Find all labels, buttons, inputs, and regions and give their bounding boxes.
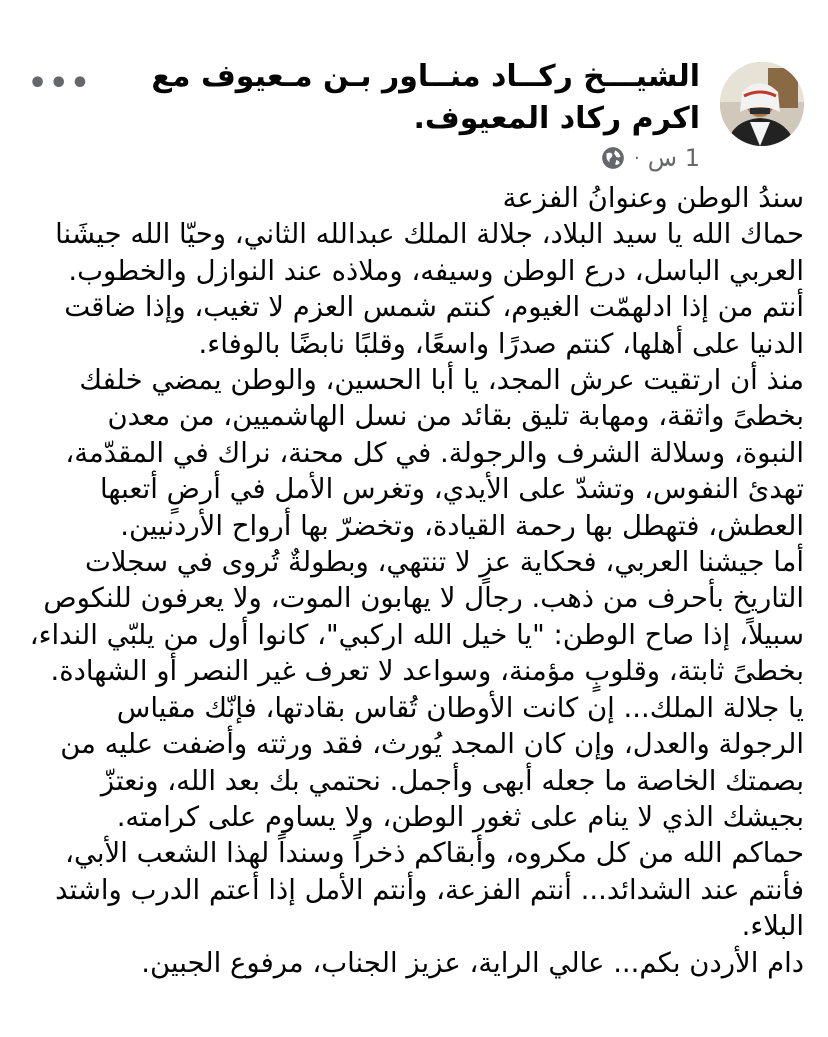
post-line: بجيشك الذي لا ينام على ثغور الوطن، ولا يساوم على كرامته. bbox=[116, 800, 804, 833]
meta-separator: · bbox=[634, 147, 640, 169]
post-line: سندُ الوطن وعنوانُ الفزعة bbox=[502, 182, 804, 214]
post-line: فأنتم عند الشدائد... أنتم الفزعة، وأنتم الأمل إذا أعتم الدرب واشتد bbox=[55, 873, 804, 906]
author-block bbox=[94, 56, 700, 172]
post-line: تهدئ النفوس، وتشدّ على الأيدي، وتغرس الأمل في أرضٍ أتعبها bbox=[100, 473, 804, 506]
post-line: بصمتك الخاصة ما جعله أبهى وأجمل. نحتمي بك بعد الله، ونعتزّ bbox=[100, 764, 804, 797]
post-header bbox=[24, 56, 804, 176]
post-line: التاريخ بأحرف من ذهب. رجال لا يهابون الموت، ولا يعرفون للنكوص bbox=[43, 582, 804, 615]
post-line: الرجولة والعدل، وإن كان المجد يُورث، فقد ورثته وأضفت عليه من bbox=[60, 728, 804, 761]
author-name[interactable]: الشيـــخ ركــاد منــاور بـن مـعيوف bbox=[200, 59, 700, 94]
post-line: أنتم من إذا ادلهمّت الغيوم، كنتم شمس العزم لا تغيب، وإذا ضاقت bbox=[64, 291, 804, 324]
post-meta bbox=[94, 144, 700, 172]
post-line: سبيلاً، إذا صاح الوطن: "يا خيل الله اركبي"، كانوا أول من يلبّي النداء، bbox=[29, 618, 804, 651]
post-body bbox=[18, 180, 804, 981]
avatar[interactable] bbox=[720, 62, 804, 146]
post-line: بخطىً واثقة، ومهابة تليق بقائد من نسل الهاشميين، من معدن bbox=[107, 400, 804, 433]
post-line: العربي الباسل، درع الوطن وسيفه، وملاذه عند النوازل والخطوب. bbox=[68, 254, 804, 287]
globe-icon[interactable] bbox=[600, 145, 626, 171]
post-line: العطش، فتهطل بها رحمة القيادة، وتخضرّ بها أرواح الأردنيين. bbox=[120, 509, 804, 542]
post-time[interactable]: 1 س bbox=[647, 144, 700, 172]
author-line bbox=[94, 56, 700, 140]
with-connector: مع bbox=[151, 59, 191, 94]
post-line: يا جلالة الملك... إن كانت الأوطان تُقاس بقادتها، فإنّك مقياس bbox=[116, 691, 804, 724]
more-options-icon[interactable]: ••• bbox=[28, 66, 92, 101]
avatar-photo bbox=[720, 62, 804, 146]
end-punct: . bbox=[413, 101, 425, 136]
post-line: دام الأردن بكم... عالي الراية، عزيز الجناب، مرفوع الجبين. bbox=[141, 946, 804, 979]
post-line: بخطىً ثابتة، وقلوبٍ مؤمنة، وسواعد لا تعرف غير النصر أو الشهادة. bbox=[50, 655, 804, 688]
post-line: حماكم الله من كل مكروه، وأبقاكم ذخراً وسنداً لهذا الشعب الأبي، bbox=[65, 837, 804, 870]
post-line: حماك الله يا سيد البلاد، جلالة الملك عبدالله الثاني، وحيّا الله جيشَنا bbox=[55, 218, 804, 251]
post-line: البلاء. bbox=[741, 910, 804, 943]
post-line: منذ أن ارتقيت عرش المجد، يا أبا الحسين، والوطن يمضي خلفك bbox=[79, 364, 804, 397]
tagged-person[interactable]: اكرم ركاد المعيوف bbox=[424, 101, 700, 136]
post-line: الدنيا على أهلها، كنتم صدرًا واسعًا، وقلبًا نابضًا بالوفاء. bbox=[198, 327, 804, 360]
post-line: أما جيشنا العربي، فحكاية عزٍ لا تنتهي، وبطولةٌ تُروى في سجلات bbox=[84, 546, 804, 579]
post-line: النبوة، وسلالة الشرف والرجولة. في كل محنة، نراك في المقدّمة، bbox=[65, 436, 804, 469]
